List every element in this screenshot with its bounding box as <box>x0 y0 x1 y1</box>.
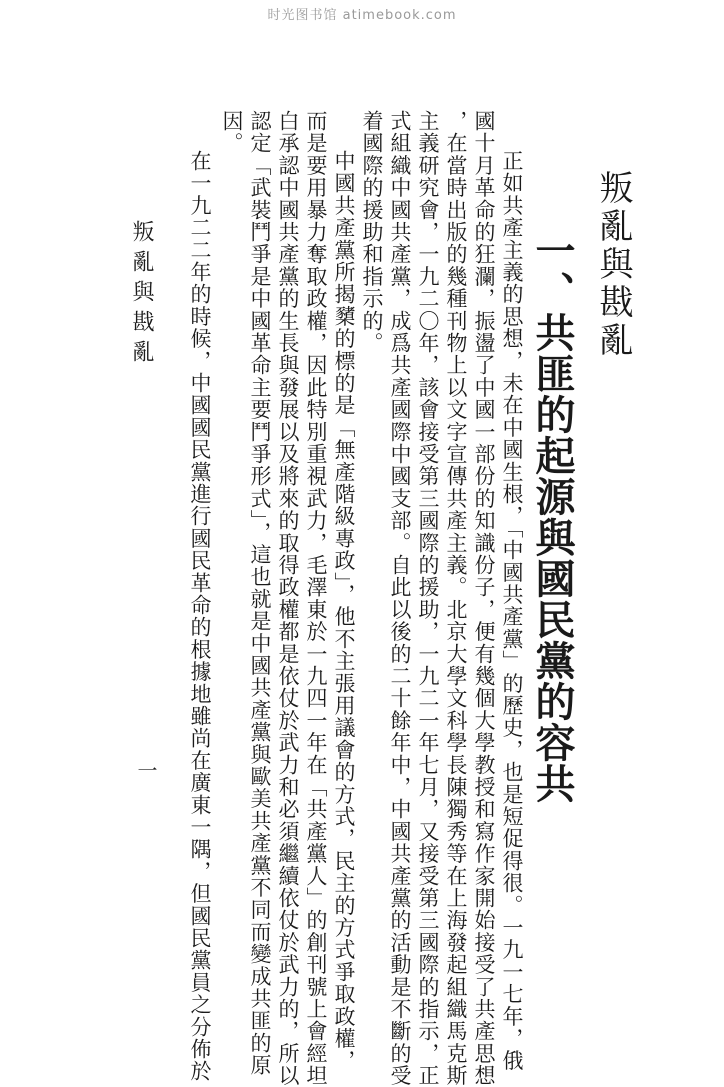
text-column: 而是要用暴力奪取政權，因此特別重視武力，毛澤東於一九四一年在「共產黨人」的創刊號上會經坦 <box>304 110 328 1087</box>
text-column: ，在當時出版的幾種刊物上以文字宣傳共產主義。北京大學文科學長陳獨秀等在上海發起組織馬克斯 <box>444 110 468 1087</box>
text-column: 正如共產主義的思想，未在中國生根，「中國共產黨」的歷史，也是短促得很。一九一七年，俄 <box>500 150 524 1072</box>
chapter-title: 一、共匪的起源與國民黨的容共 <box>529 230 576 804</box>
text-column: 白承認中國共產黨的生長與發展以及將來的取得政權都是依仗於武力和必須繼續依仗於武力的，所以 <box>276 110 300 1087</box>
watermark: 时光图书馆 atimebook.com <box>267 8 457 23</box>
text-column: 國十月革命的狂瀾，振盪了中國一部份的知識份子，便有幾個大學教授和寫作家開始接受了共產思想 <box>472 110 496 1087</box>
text-column: 中國共產黨所揭櫫的標的是「無產階級專政」，他不主張用議會的方式，民主的方式爭取政權， <box>332 150 356 1072</box>
text-column: 着國際的援助和指示的。 <box>360 110 384 355</box>
running-head: 叛亂與戡亂 <box>129 220 154 370</box>
book-title: 叛亂與戡亂 <box>593 170 633 360</box>
book-page <box>129 110 633 1087</box>
text-column: 主義研究會，一九二〇年，該會接受第三國際的援助，一九二一年七月，又接受第三國際的指示，正 <box>416 110 440 1087</box>
text-column: 認定「武裝鬥爭是中國革命主要鬥爭形式」，這也就是中國共產黨與歐美共產黨不同而變成共匪的原 <box>248 110 272 1077</box>
text-column: 因。 <box>220 110 244 155</box>
text-column: 式組織中國共產黨，成爲共產國際中國支部。自此以後的二十餘年中，中國共產黨的活動是不斷的受 <box>388 110 412 1087</box>
page-number: 一 <box>134 760 158 780</box>
text-column: 在一九二二年的時候，中國國民黨進行國民革命的根據地雖尚在廣東一隅，但國民黨員之分佈於 <box>188 150 212 1083</box>
